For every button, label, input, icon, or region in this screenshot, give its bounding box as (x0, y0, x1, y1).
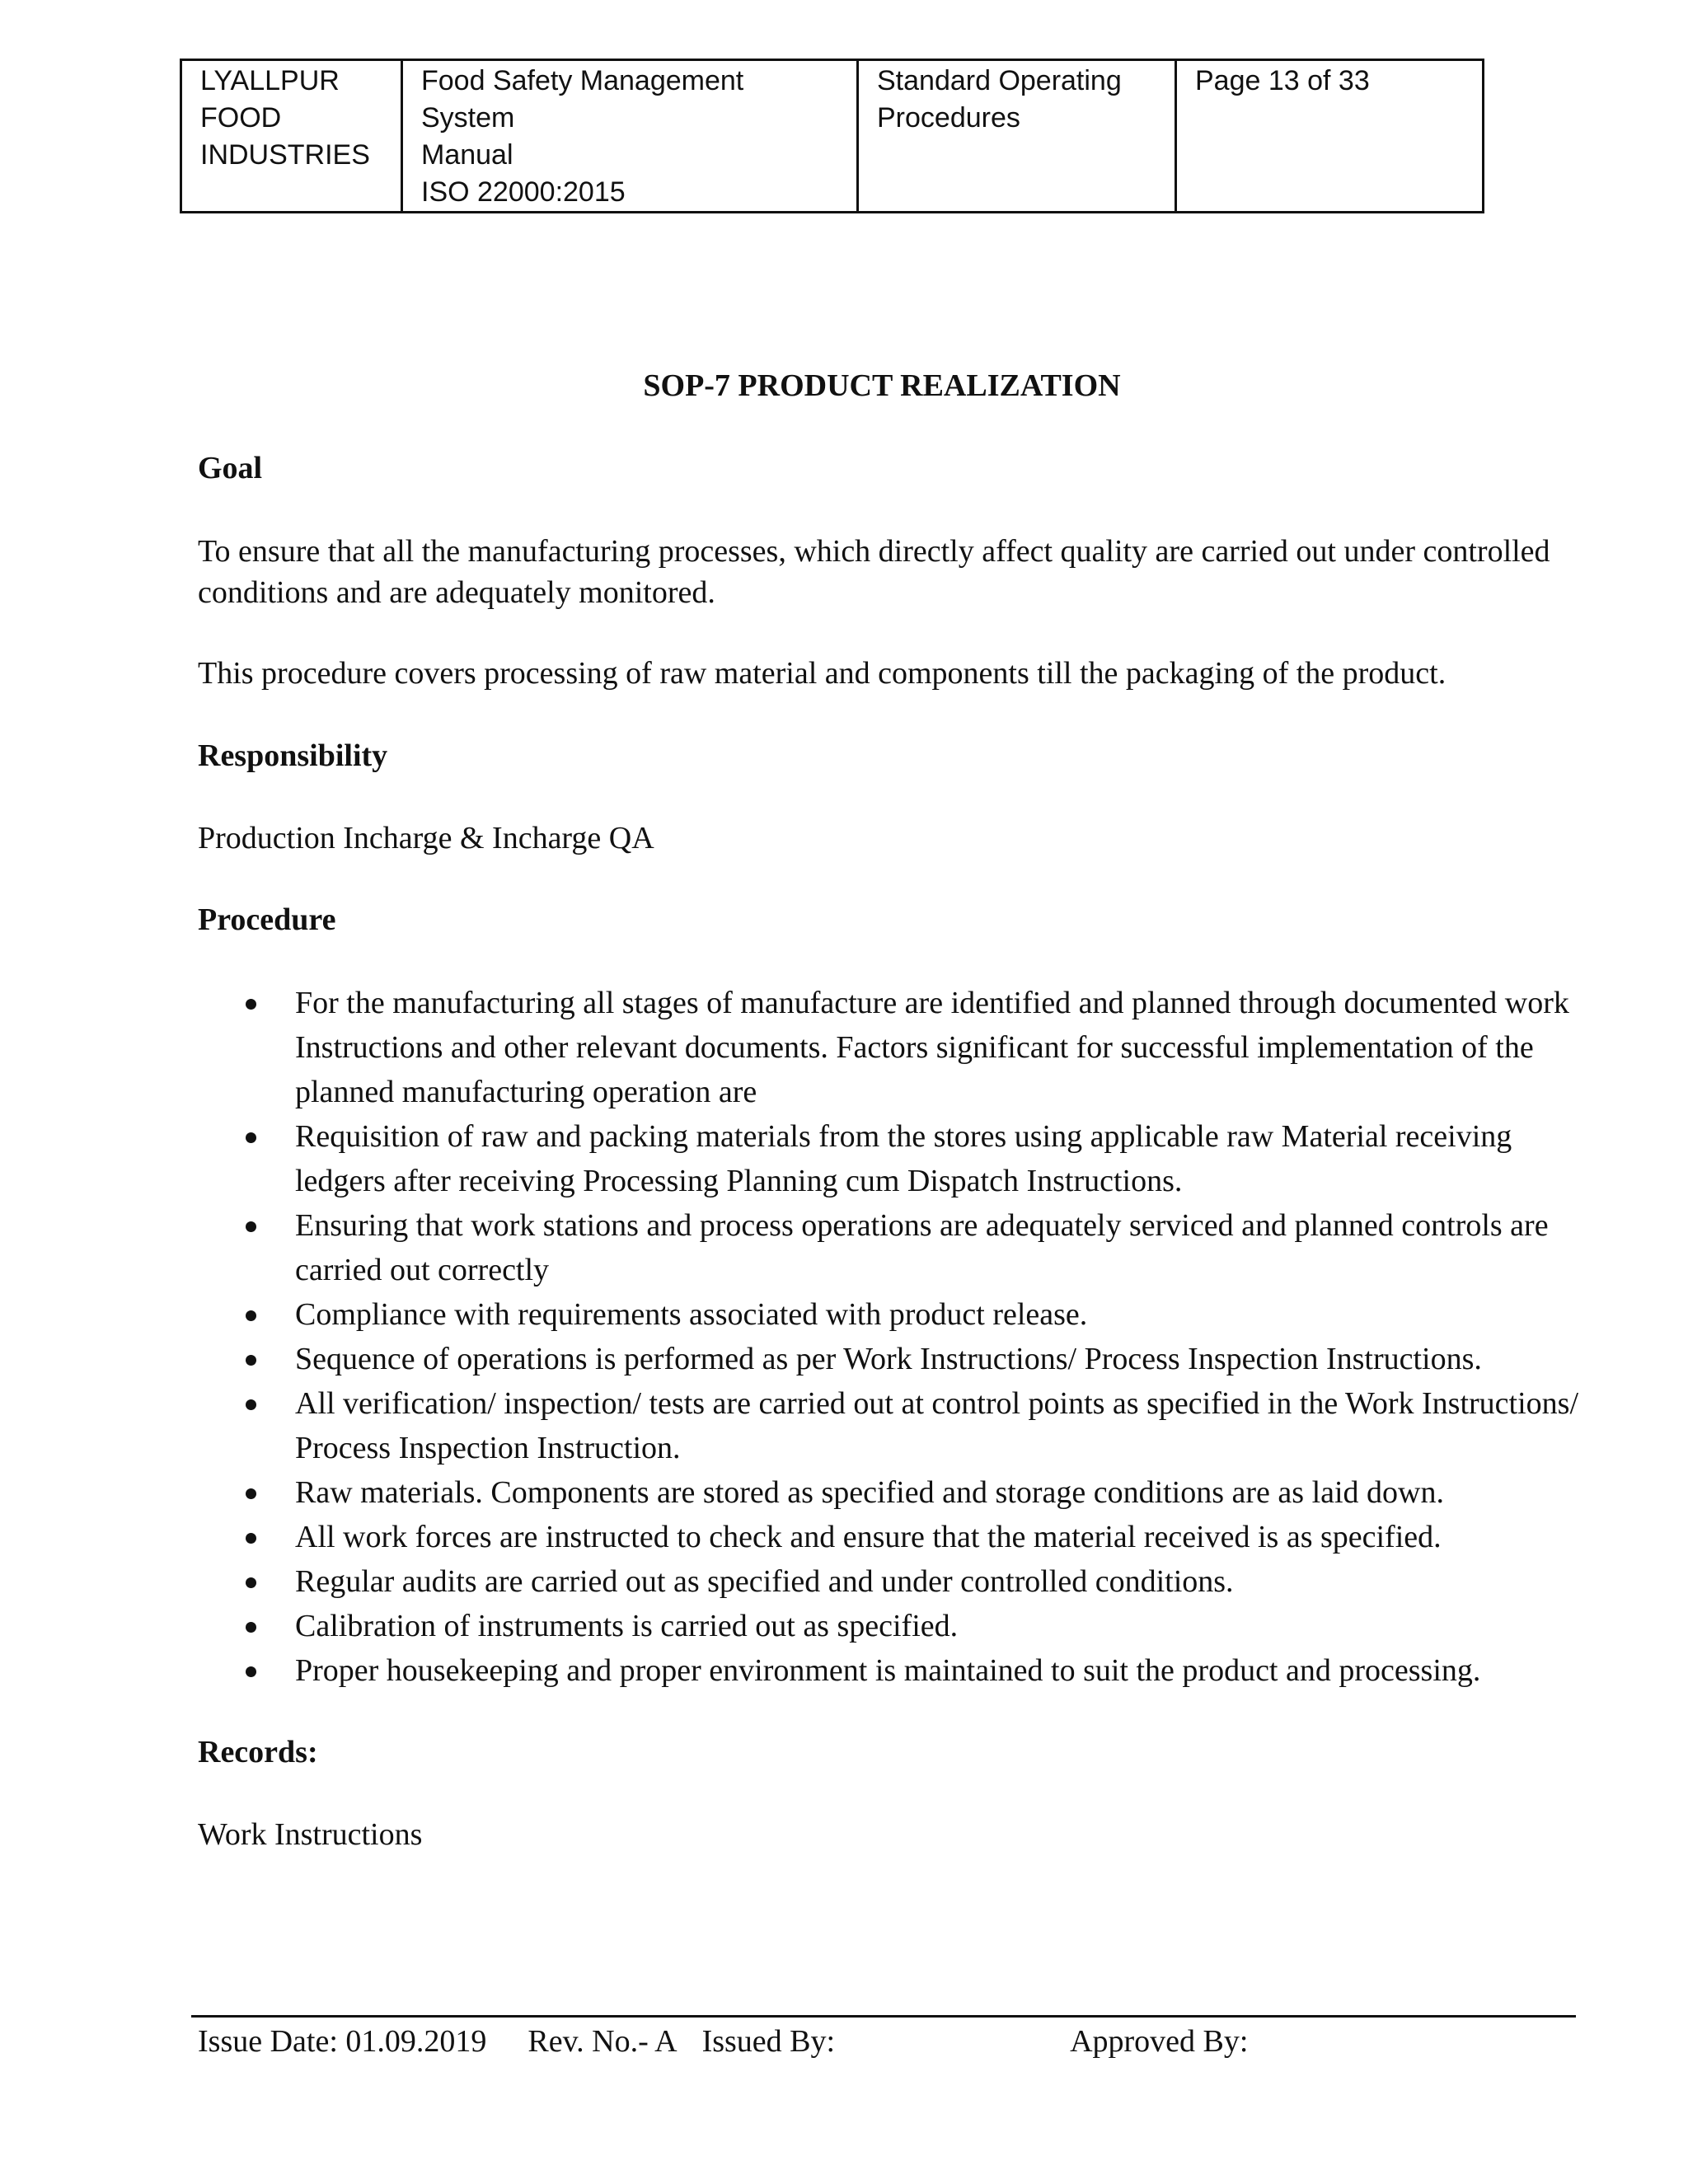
goal-paragraph-2: This procedure covers processing of raw material and components till the packaging of the product. (198, 656, 1447, 691)
header-manual: Food Safety Management System Manual ISO 22000:2015 (402, 60, 858, 213)
list-item-text: Requisition of raw and packing materials from the stores using applicable raw Material receiving ledgers after receiving Processing Planning cum Dispatch Instructions. (295, 1119, 1512, 1198)
list-item-text: All verification/ inspection/ tests are carried out at control points as specified in the Work Instructions/ Process Inspection Instruction. (295, 1386, 1578, 1465)
bullet-icon (246, 1310, 256, 1321)
header-doc-type: Standard Operating Procedures (858, 60, 1176, 213)
bullet-icon (246, 1221, 256, 1232)
list-item (198, 1470, 1582, 1515)
bullet-icon (246, 999, 256, 1010)
list-item-text: For the manufacturing all stages of manufacture are identified and planned through documented work Instructions and other relevant documents. Factors significant for successful implementation of the planned manufacturing operation are (295, 986, 1569, 1109)
list-item-text: Sequence of operations is performed as per Work Instructions/ Process Inspection Instructions. (295, 1342, 1482, 1376)
responsibility-heading: Responsibility (198, 738, 388, 773)
header-company: LYALLPUR FOOD INDUSTRIES (181, 60, 402, 213)
list-item (198, 1381, 1582, 1470)
list-item-text: Regular audits are carried out as specified and under controlled conditions. (295, 1564, 1234, 1599)
list-item-text: Ensuring that work stations and process operations are adequately serviced and planned controls are carried out correctly (295, 1208, 1549, 1287)
list-item (198, 1515, 1582, 1559)
list-item-text: All work forces are instructed to check and ensure that the material received is as specified. (295, 1520, 1442, 1554)
header-page-number: Page 13 of 33 (1176, 60, 1484, 213)
bullet-icon (246, 1488, 256, 1499)
footer-issued-by: Issued By: (701, 2024, 836, 2059)
procedure-list (198, 981, 1582, 1693)
list-item (198, 1337, 1582, 1381)
list-item (198, 1559, 1582, 1604)
procedure-heading: Procedure (198, 902, 336, 937)
list-item (198, 981, 1582, 1114)
list-item-text: Calibration of instruments is carried out as specified. (295, 1609, 959, 1643)
bullet-icon (246, 1577, 256, 1588)
bullet-icon (246, 1622, 256, 1633)
bullet-icon (246, 1132, 256, 1143)
list-item-text: Proper housekeeping and proper environment is maintained to suit the product and processing. (295, 1653, 1481, 1688)
list-item (198, 1292, 1582, 1337)
bullet-icon (246, 1355, 256, 1366)
bullet-icon (246, 1399, 256, 1410)
goal-heading: Goal (198, 451, 263, 485)
bullet-icon (246, 1533, 256, 1544)
list-item-text: Raw materials. Components are stored as specified and storage conditions are as laid down. (295, 1475, 1444, 1510)
footer-issue-date: Issue Date: 01.09.2019 (198, 2024, 487, 2059)
document-header-table (180, 59, 1484, 213)
responsibility-text: Production Incharge & Incharge QA (198, 821, 654, 855)
bullet-icon (246, 1666, 256, 1677)
records-text: Work Instructions (198, 1817, 423, 1852)
footer-approved-by: Approved By: (1070, 2024, 1249, 2059)
document-footer (198, 2021, 1248, 2062)
goal-paragraph-1: To ensure that all the manufacturing processes, which directly affect quality are carried out under controlled conditions and are adequately monitored. (198, 534, 1550, 610)
list-item (198, 1114, 1582, 1203)
list-item (198, 1604, 1582, 1648)
footer-divider (191, 2015, 1576, 2018)
page-title: SOP-7 PRODUCT REALIZATION (643, 368, 1121, 403)
header-row (181, 60, 1484, 213)
list-item (198, 1203, 1582, 1292)
records-heading: Records: (198, 1735, 318, 1769)
list-item-text: Compliance with requirements associated with product release. (295, 1297, 1088, 1332)
list-item (198, 1648, 1582, 1693)
footer-rev-no: Rev. No.- A (528, 2024, 678, 2059)
